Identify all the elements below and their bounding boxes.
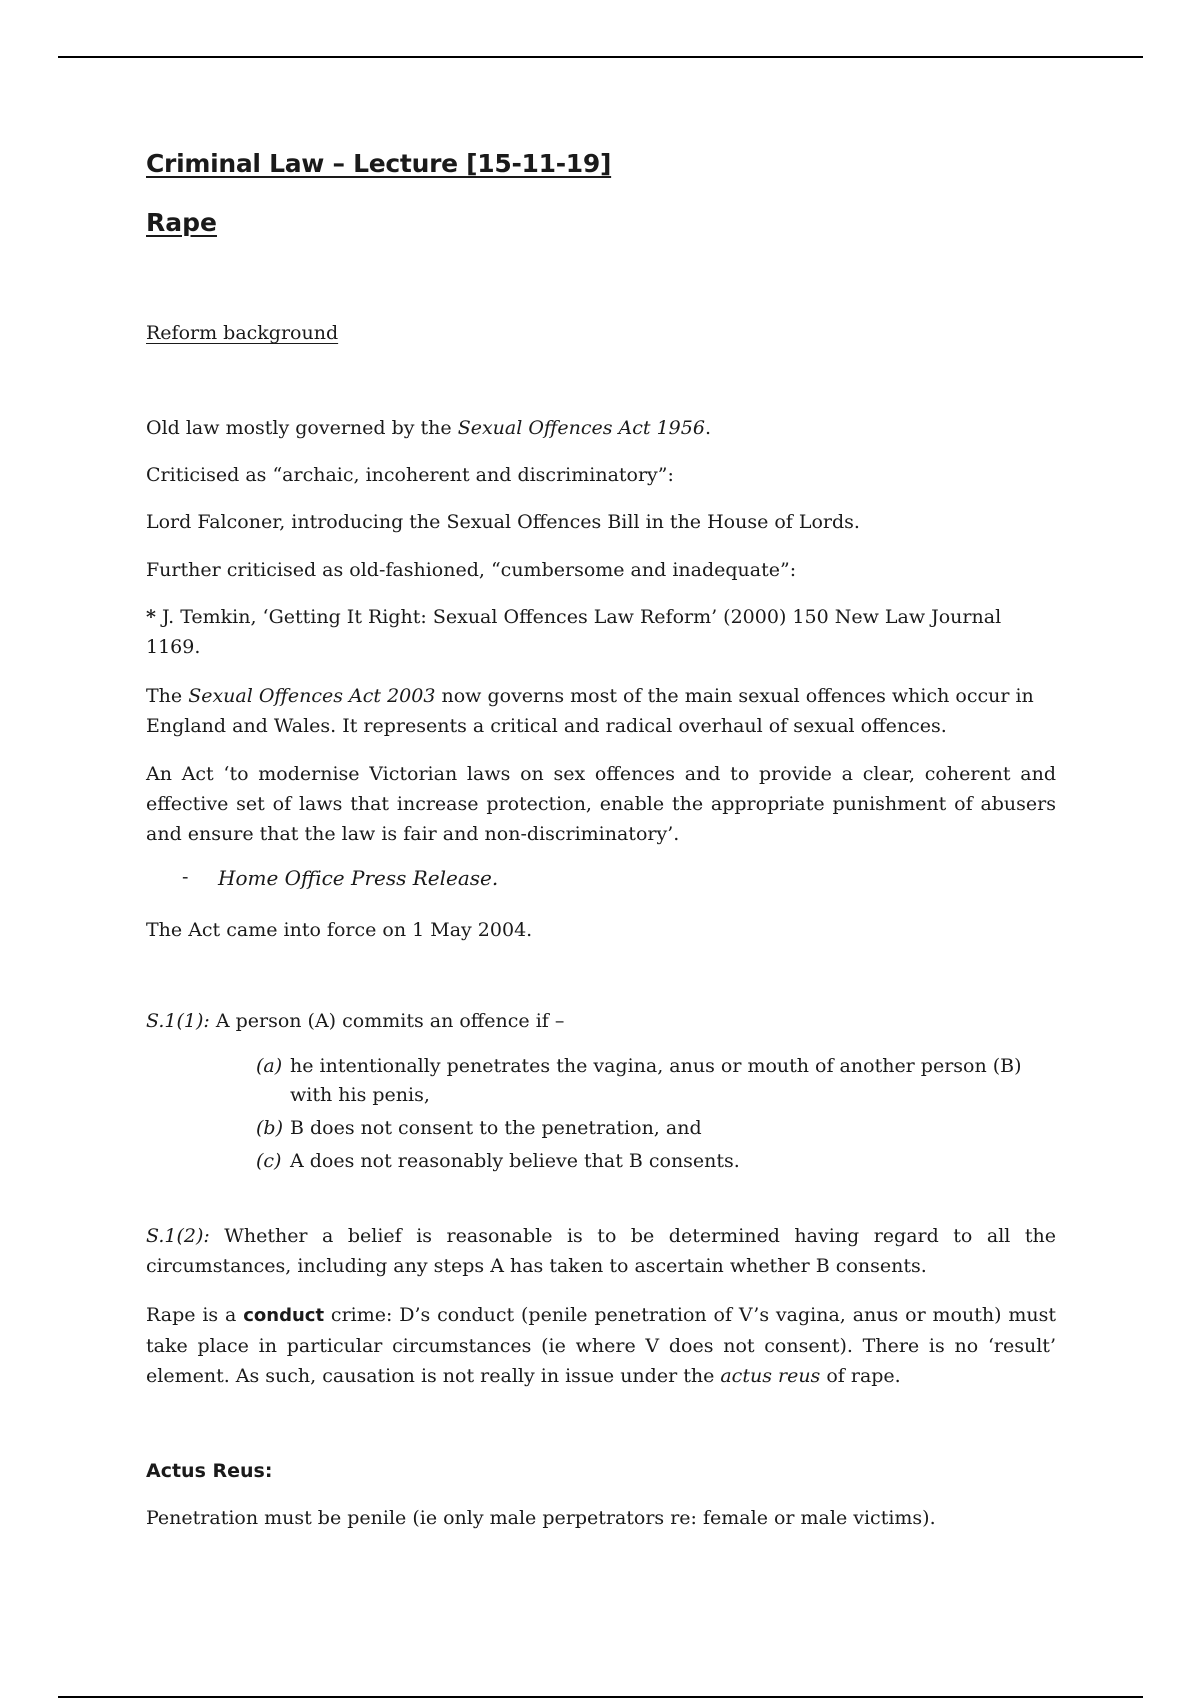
bullet-dash: - [182, 866, 189, 888]
p6-statute: Sexual Offences Act 2003 [188, 685, 436, 707]
p1-text: Old law mostly governed by the [146, 417, 458, 439]
section-s11 [146, 1006, 1056, 1036]
paragraph-conduct-crime [146, 1300, 1056, 1391]
section-s12 [146, 1221, 1056, 1281]
s12-label: S.1(2): [146, 1225, 210, 1247]
paragraph-temkin [146, 602, 1056, 662]
list-item-label: (c) [256, 1150, 282, 1172]
list-item [256, 1147, 1056, 1176]
paragraph-old-law [146, 413, 1056, 443]
header-rule [58, 56, 1143, 58]
heading-actus-reus: Actus Reus: [146, 1460, 273, 1482]
list-item-label: (a) [256, 1055, 283, 1077]
paragraph-further-criticised: Further criticised as old-fashioned, “cumbersome and inadequate”: [146, 559, 797, 581]
paragraph-penetration: Penetration must be penile (ie only male perpetrators re: female or male victims). [146, 1507, 936, 1529]
list-item [256, 1052, 1056, 1110]
s11-label: S.1(1): [146, 1010, 210, 1032]
list-item-text: A does not reasonably believe that B consents. [290, 1150, 740, 1172]
p6-text: now governs most of the main sexual offences which occur in England and Wales. It represents a critical and radical overhaul of sexual offences. [146, 685, 1034, 737]
document-subtitle: Rape [146, 208, 217, 237]
document-title: Criminal Law – Lecture [15-11-19] [146, 149, 612, 178]
list-item-label: (b) [256, 1117, 283, 1139]
actus-reus-term: actus reus [720, 1365, 821, 1387]
list-item-text: he intentionally penetrates the vagina, anus or mouth of another person (B) with his penis, [290, 1055, 1022, 1106]
temkin-citation: J. Temkin, ‘Getting It Right: Sexual Offences Law Reform’ (2000) 150 New Law Journal 1169. [146, 606, 1002, 658]
list-item-text: B does not consent to the penetration, and [290, 1117, 702, 1139]
paragraph-criticised: Criticised as “archaic, incoherent and discriminatory”: [146, 464, 674, 486]
paragraph-act-purpose: An Act ‘to modernise Victorian laws on sex offences and to provide a clear, coherent and effective set of laws that increase protection, enable the appropriate punishment of abusers and ensure that the law is fair and non-discriminatory’. [146, 763, 1056, 845]
bullet-press-release-text: Home Office Press Release. [218, 866, 499, 890]
paragraph-commencement: The Act came into force on 1 May 2004. [146, 919, 533, 941]
p9-text: crime: D’s conduct (penile penetration of V’s vagina, anus or mouth) must take place in particular circumstances (ie where V does not consent). There is no ‘result’ element. As such, causation is not really in issue under the [146, 1304, 1056, 1387]
list-item [256, 1114, 1056, 1143]
bullet-press-release [146, 866, 1056, 896]
paragraph-lord-falconer: Lord Falconer, introducing the Sexual Offences Bill in the House of Lords. [146, 511, 860, 533]
p1-end: . [704, 417, 711, 439]
p9-end: of rape. [820, 1365, 901, 1387]
conduct-term: conduct [243, 1305, 325, 1326]
footnote-star: * [146, 606, 156, 628]
p6-start: The [146, 685, 189, 707]
section-heading-reform: Reform background [146, 322, 339, 344]
s11-text: A person (A) commits an offence if – [209, 1010, 565, 1032]
s12-text: Whether a belief is reasonable is to be determined having regard to all the circumstances, including any steps A has taken to ascertain whether B consents. [146, 1225, 1056, 1277]
s11-elements-list [256, 1052, 1056, 1180]
p9-start: Rape is a [146, 1304, 244, 1326]
paragraph-act-2003 [146, 681, 1056, 741]
footer-rule [58, 1696, 1143, 1698]
p1-statute: Sexual Offences Act 1956 [457, 417, 705, 439]
